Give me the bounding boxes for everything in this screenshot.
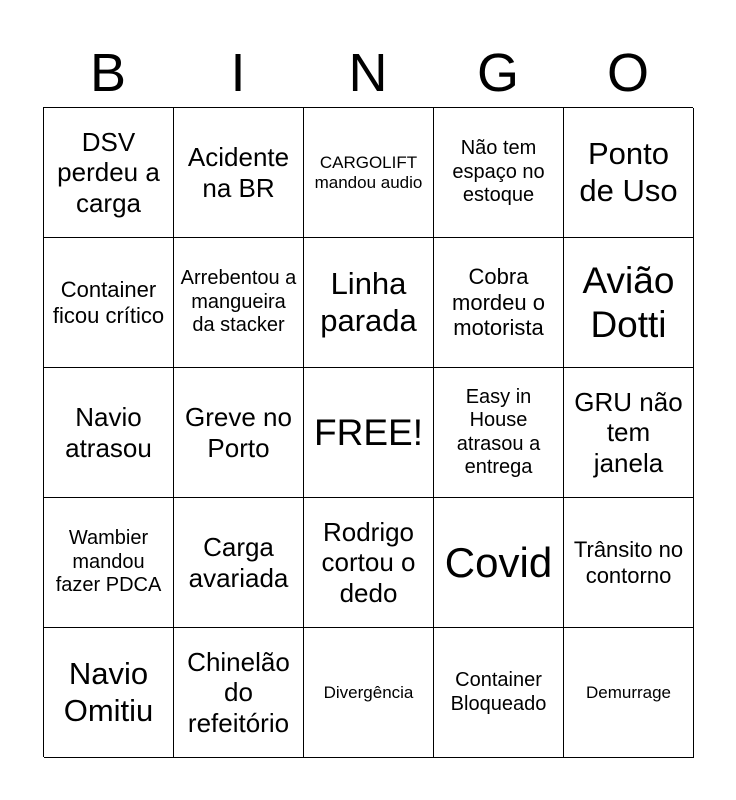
- cell-text: Navio atrasou: [65, 402, 152, 463]
- bingo-cell[interactable]: [434, 498, 564, 628]
- cell-text: Rodrigo cortou o dedo: [321, 516, 416, 608]
- bingo-cell[interactable]: [44, 628, 174, 758]
- bingo-cell[interactable]: [304, 238, 434, 368]
- cell-text: Wambier mandou fazer PDCA: [55, 527, 162, 597]
- cell-text: CARGOLIFT mandou audio: [314, 152, 423, 192]
- bingo-cell[interactable]: [304, 498, 434, 628]
- bingo-cell[interactable]: [564, 498, 694, 628]
- bingo-cell[interactable]: [174, 368, 304, 498]
- cell-text: Easy in House atrasou a entrega: [456, 385, 541, 478]
- bingo-cell[interactable]: [304, 108, 434, 238]
- cell-text: Arrebentou a mangueira da stacker: [180, 267, 297, 337]
- bingo-cell[interactable]: [174, 628, 304, 758]
- bingo-cell[interactable]: [564, 368, 694, 498]
- cell-text: Carga avariada: [188, 532, 289, 593]
- bingo-cell[interactable]: [44, 108, 174, 238]
- bingo-cell[interactable]: [564, 238, 694, 368]
- bingo-cell-free[interactable]: [304, 368, 434, 498]
- cell-text: Não tem espaço no estoque: [452, 137, 545, 207]
- cell-text: Divergência: [323, 682, 414, 702]
- cell-text: Navio Omitiu: [63, 656, 154, 728]
- bingo-cell[interactable]: [44, 498, 174, 628]
- cell-text: Covid: [444, 538, 553, 586]
- bingo-board: [43, 107, 693, 757]
- bingo-cell[interactable]: [304, 628, 434, 758]
- cell-text: Container ficou crítico: [52, 276, 165, 328]
- cell-text: Avião Dotti: [582, 260, 675, 345]
- cell-text: Container Bloqueado: [450, 669, 547, 715]
- header-letter-g: G: [476, 43, 519, 103]
- header-letter-b: B: [89, 43, 127, 103]
- cell-text: Ponto de Uso: [579, 136, 678, 208]
- bingo-cell[interactable]: [434, 368, 564, 498]
- bingo-cell[interactable]: [44, 238, 174, 368]
- header-letter-i: I: [230, 43, 246, 103]
- bingo-cell[interactable]: [44, 368, 174, 498]
- cell-text: GRU não tem janela: [574, 386, 683, 478]
- bingo-cell[interactable]: [434, 108, 564, 238]
- bingo-cell[interactable]: [174, 108, 304, 238]
- cell-text: Linha parada: [320, 266, 417, 338]
- cell-text: Greve no Porto: [185, 402, 292, 463]
- cell-text: Trânsito no contorno: [573, 536, 684, 588]
- bingo-cell[interactable]: [174, 498, 304, 628]
- cell-text: Cobra mordeu o motorista: [452, 263, 545, 341]
- cell-text: Demurrage: [585, 682, 672, 702]
- header-letter-o: O: [606, 43, 649, 103]
- cell-text: Acidente na BR: [187, 142, 290, 203]
- bingo-header: [43, 40, 693, 106]
- bingo-cell[interactable]: [564, 108, 694, 238]
- cell-text: DSV perdeu a carga: [57, 126, 160, 218]
- bingo-cell[interactable]: [434, 628, 564, 758]
- cell-text: Chinelão do refeitório: [187, 646, 290, 738]
- bingo-cell[interactable]: [434, 238, 564, 368]
- bingo-cell[interactable]: [174, 238, 304, 368]
- header-letter-n: N: [348, 43, 388, 103]
- free-space-text: FREE!: [314, 411, 423, 453]
- bingo-cell[interactable]: [564, 628, 694, 758]
